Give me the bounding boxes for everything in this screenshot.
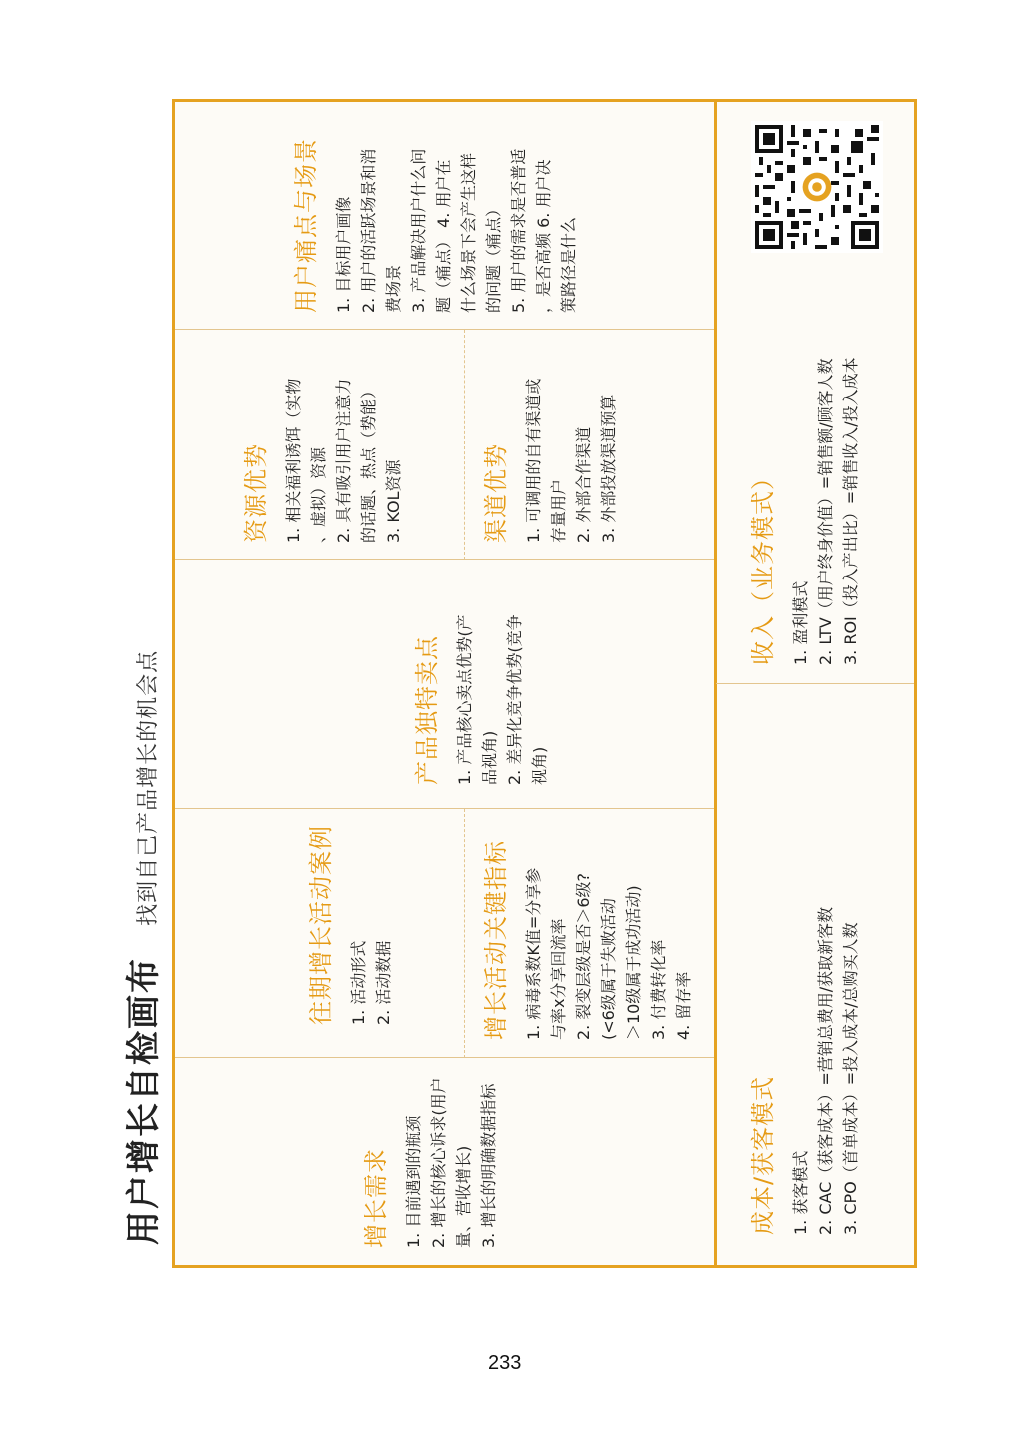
list-item: 2. 外部合作渠道 [574, 426, 593, 543]
list-item: 3. 增长的明确数据指标 [479, 1083, 498, 1248]
cell-usp [407, 570, 552, 785]
list-item: 5. 用户的需求是否普适 [509, 148, 528, 313]
divider [464, 809, 465, 1058]
divider [175, 329, 714, 330]
cell-title: 成本/获客模式 [749, 1075, 777, 1235]
list-item: 3. KOL资源 [384, 459, 403, 543]
list-item: 费场景 [384, 264, 403, 313]
list-item: ，是否高频 6. 用户决 [534, 159, 553, 313]
list-item: 量、营收增长) [454, 1145, 473, 1248]
list-item: 3. CPO（首单成本）=投入成本/总购买人数 [841, 922, 860, 1235]
list-item: 的话题、热点（势能） [359, 382, 378, 543]
divider [716, 683, 914, 684]
list-item: 1. 活动形式 [349, 940, 368, 1025]
page-title: 用户增长自检画布 [124, 957, 164, 1245]
divider [175, 1057, 714, 1058]
cell-title: 用户痛点与场景 [292, 138, 320, 313]
cell-past-cases [301, 815, 396, 1025]
list-item: 1. 获客模式 [791, 1150, 810, 1235]
page-number: 233 [488, 1352, 522, 1374]
divider [464, 330, 465, 560]
list-item: 题（痛点） 4. 用户在 [434, 159, 453, 313]
cell-title: 增长活动关键指标 [482, 840, 510, 1040]
cell-title: 产品独特卖点 [413, 635, 441, 785]
list-item: 1. 产品核心卖点优势(产 [455, 614, 474, 785]
cell-growth-needs [356, 1063, 501, 1248]
page-header [116, 650, 165, 1245]
list-item: 1. 病毒系数K值=分享参 [524, 867, 543, 1040]
list-item: ＞10级属于成功活动) [624, 885, 643, 1040]
cell-title: 收入（业务模式） [749, 465, 777, 665]
cell-title: 往期增长活动案例 [307, 825, 335, 1025]
cell-title: 资源优势 [242, 443, 270, 543]
list-item: 视角) [530, 746, 549, 785]
list-item: 存量用户 [549, 478, 568, 543]
list-item: 2. 用户的活跃场景和消 [359, 148, 378, 313]
list-item: 的问题（痛点） [484, 200, 503, 313]
list-item: 2. 差异化竞争优势(竞争 [505, 614, 524, 785]
cell-title: 渠道优势 [482, 443, 510, 543]
list-item: 2. 活动数据 [374, 940, 393, 1025]
list-item: 3. 外部投放渠道预算 [599, 394, 618, 543]
list-item: 1. 可调用的自有渠道或 [524, 378, 543, 543]
cell-pain-points [286, 108, 581, 313]
list-item: 什么场景下会产生这样 [459, 152, 478, 313]
list-item: 1. 相关福利诱饵（实物 [284, 378, 303, 543]
cell-title: 增长需求 [362, 1148, 390, 1248]
qr-code-icon [751, 121, 883, 253]
list-item: 品视角) [480, 730, 499, 785]
list-item: 2. 增长的核心诉求(用户 [429, 1077, 448, 1248]
list-item: 2. 裂变层级是否＞6级? [574, 872, 593, 1040]
list-item: 1. 目前遇到的瓶颈 [404, 1115, 423, 1248]
growth-canvas [172, 99, 917, 1268]
divider [175, 808, 714, 809]
list-item: 1. 盈利模式 [791, 580, 810, 665]
list-item: 3. ROI（投入产出比）=销售收入/投入成本 [841, 357, 860, 665]
list-item: 1. 目标用户画像 [334, 196, 353, 313]
list-item: 、虚拟）资源 [309, 446, 328, 543]
list-item: 2. 具有吸引用户注意力 [334, 378, 353, 543]
list-item: 2. CAC（获客成本）=营销总费用/获取新客数 [816, 906, 835, 1235]
list-item: 2. LTV（用户终身价值）=销售额/顾客人数 [816, 358, 835, 665]
list-item: 3. 付费转化率 [649, 939, 668, 1040]
cell-resource-advantage [236, 338, 406, 543]
list-item: 4. 留存率 [674, 971, 693, 1040]
page-subtitle: 找到自己产品增长的机会点 [136, 649, 161, 926]
list-item: (<6级属于失败活动 [599, 898, 618, 1040]
cell-key-metrics [476, 815, 696, 1040]
qr-code-graphic [751, 121, 883, 253]
divider [175, 559, 714, 560]
cell-channel-advantage [476, 338, 621, 543]
list-item: 与率x分享回流率 [549, 918, 568, 1040]
cell-cost-model [743, 695, 863, 1235]
list-item: 策路径是什么 [559, 216, 578, 313]
list-item: 3. 产品解决用户什么问 [409, 148, 428, 313]
